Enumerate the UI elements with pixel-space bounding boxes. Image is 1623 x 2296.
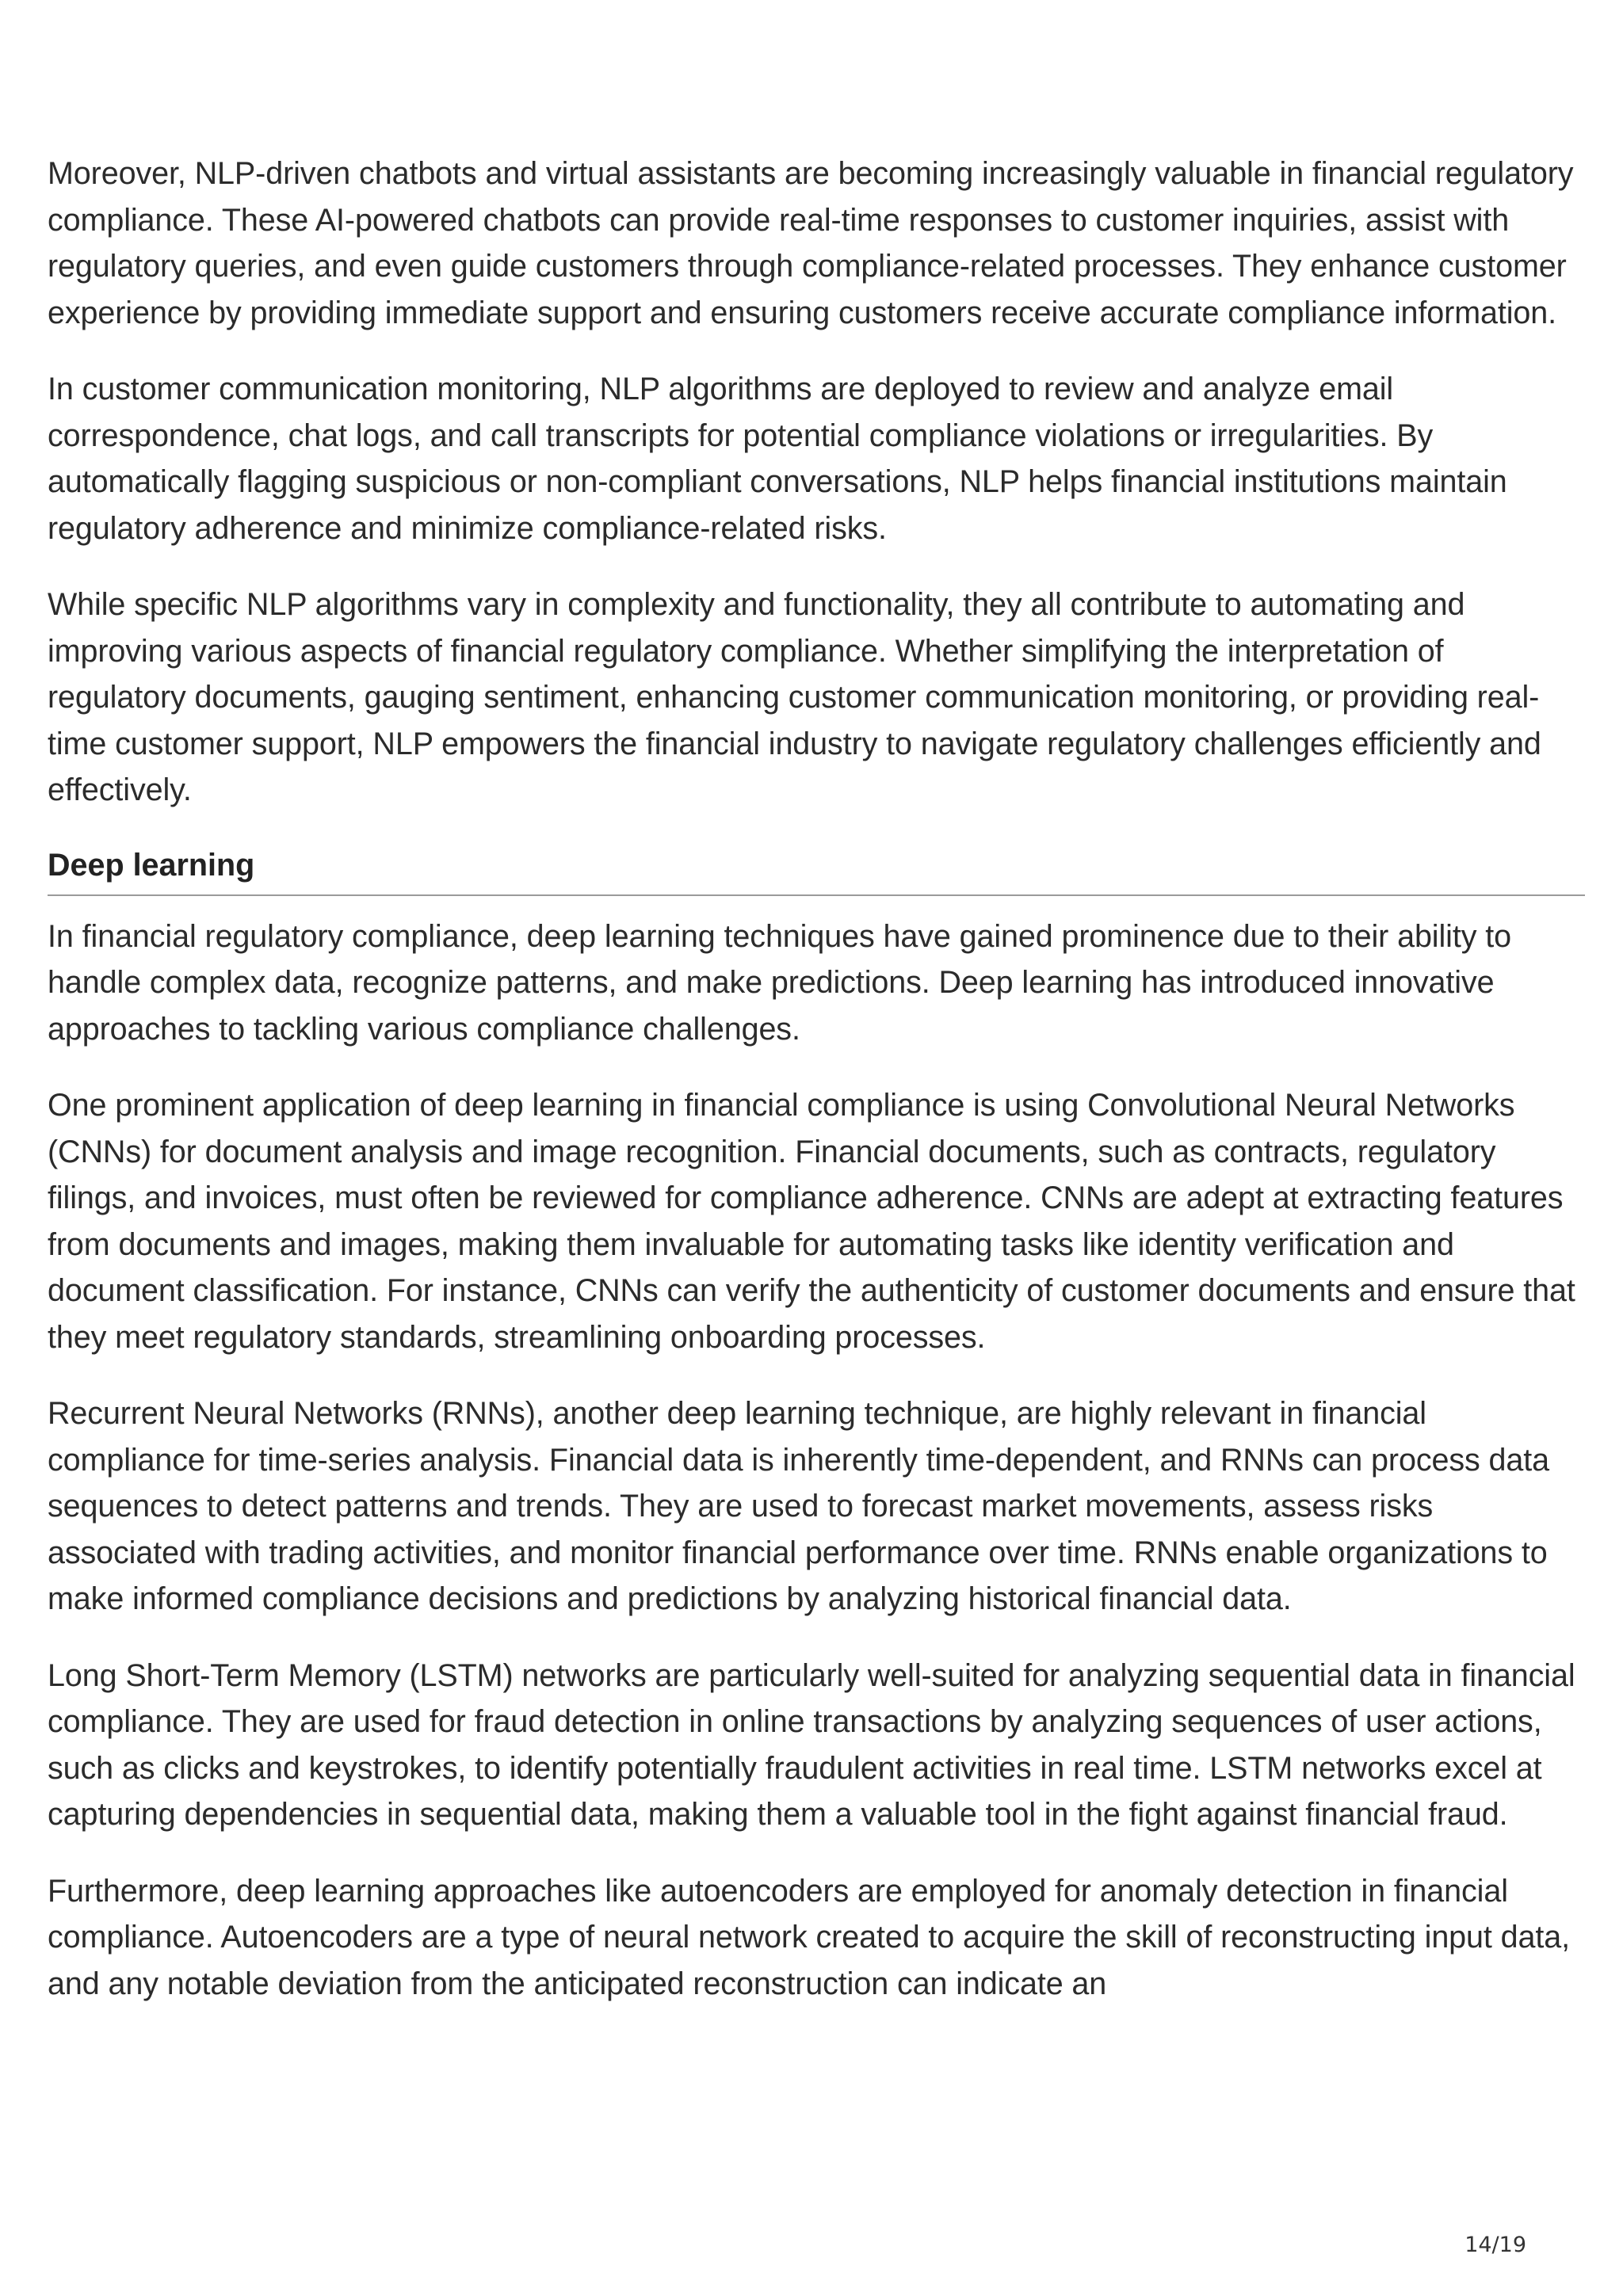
paragraph-communication-monitoring: In customer communication monitoring, NLP algorithms are deployed to review and analyze email correspondence, chat logs, and call transcripts for potential compliance violations or irregularities. By automatically flagging suspicious or non-compliant conversations, NLP helps financial institutions maintain regulatory adherence and minimize compliance-related risks. [48, 372, 1507, 546]
section-heading: Deep learning [48, 844, 1585, 896]
paragraph-autoencoders: Furthermore, deep learning approaches like autoencoders are employed for anomaly detection in financial compliance. Autoencoders are a type of neural network created to acquire the skill of reconstructing input data, and any notable deviation from the anticipated reconstruction can indicate an [48, 1873, 1571, 2001]
paragraph-rnns: Recurrent Neural Networks (RNNs), another deep learning technique, are highly relevant in financial compliance for time-series analysis. Financial data is inherently time-dependent, and RNNs can process data sequences to detect patterns and trends. They are used to forecast market movements, assess risks associated with trading activities, and monitor financial performance over time. RNNs enable organizations to make informed compliance decisions and predictions by analyzing historical financial data. [48, 1396, 1550, 1616]
paragraph-lstm: Long Short-Term Memory (LSTM) networks are particularly well-suited for analyzing sequential data in financial compliance. They are used for fraud detection in online transactions by analyzing sequences of user actions, such as clicks and keystrokes, to identify potentially fraudulent activities in real time. LSTM networks excel at capturing dependencies in sequential data, making them a valuable tool in the fight against financial fraud. [48, 1657, 1575, 1832]
deep-learning-section [48, 844, 1585, 2008]
paragraph-deep-learning-intro: In financial regulatory compliance, deep learning techniques have gained prominence due to their ability to handle complex data, recognize patterns, and make predictions. Deep learning has introduced innovative approaches to tackling various compliance challenges. [48, 918, 1511, 1047]
page-number: 14/19 [1465, 2233, 1526, 2257]
paragraph-cnns: One prominent application of deep learning in financial compliance is using Convolutional Neural Networks (CNNs) for document analysis and image recognition. Financial documents, such as contracts, regulatory filings, and invoices, must often be reviewed for compliance adherence. CNNs are adept at extracting features from documents and images, making them invaluable for automating tasks like identity verification and document classification. For instance, CNNs can verify the authenticity of customer documents and ensure that they meet regulatory standards, streamlining onboarding processes. [48, 1088, 1575, 1355]
document-page [48, 151, 1585, 2037]
section-body [48, 913, 1585, 2008]
intro-section [48, 151, 1585, 814]
paragraph-chatbots: Moreover, NLP-driven chatbots and virtual assistants are becoming increasingly valuable in financial regulatory compliance. These AI-powered chatbots can provide real-time responses to customer inquiries, assist with regulatory queries, and even guide customers through compliance-related processes. They enhance customer experience by providing immediate support and ensuring customers receive accurate compliance information. [48, 156, 1574, 330]
paragraph-nlp-summary: While specific NLP algorithms vary in complexity and functionality, they all contribute to automating and improving various aspects of financial regulatory compliance. Whether simplifying the interpretation of regulatory documents, gauging sentiment, enhancing customer communication monitoring, or providing real-time customer support, NLP empowers the financial industry to navigate regulatory challenges efficiently and effectively. [48, 587, 1541, 807]
